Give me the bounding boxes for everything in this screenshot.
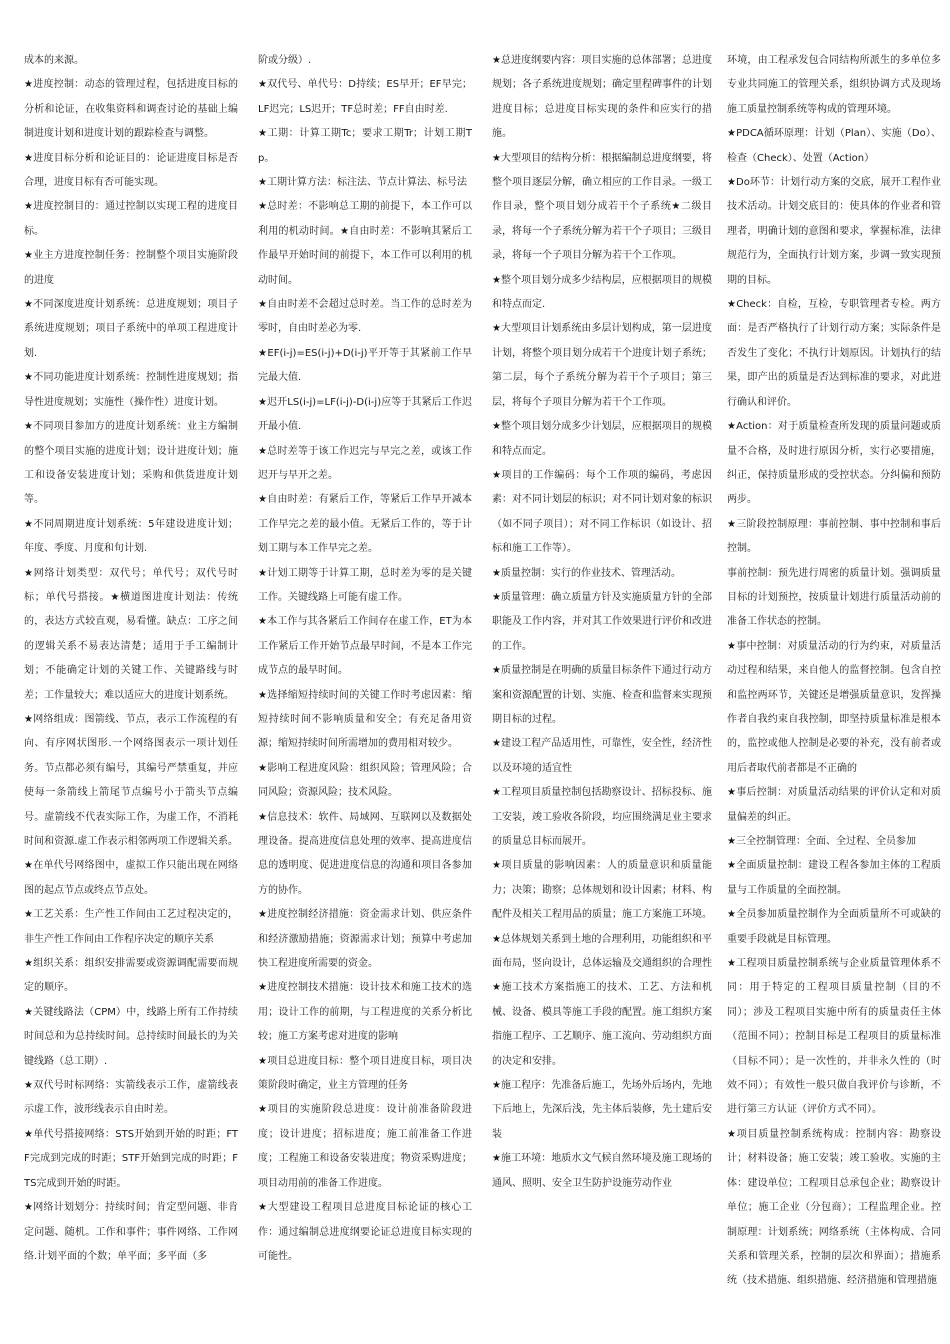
paragraph: ★大型项目计划系统由多层计划构成，第一层进度计划，将整个项目划分成若干个进度计划子系统；第二层，每个子系统分解为若干个子项目；第三层，将每个子项目分解为若干个工作项。 xyxy=(492,323,712,408)
paragraph: ★事中控制：对质量活动的行为约束，对质量活动过程和结果，来自他人的监督控制。包含自控和监控两环节，关键还是增强质量意识，发挥操作者自我约束自我控制，即坚持质量标准是根本的，监控或他人控制是必要的补充，没有前者或用后者取代前者都是不正确的 xyxy=(727,640,941,774)
paragraph: ★双代号时标网络：实箭线表示工作，虚箭线表示虚工作，波形线表示自由时差。 xyxy=(24,1080,238,1116)
paragraph: ★整个项目划分成多少结构层，应根据项目的规模和特点而定. xyxy=(492,274,712,311)
paragraph: ★施工环境：地质水文气候自然环境及施工现场的通风、照明、安全卫生防护设施劳动作业 xyxy=(492,1153,712,1189)
paragraph: ★工期计算方法：标注法、节点计算法、标号法 xyxy=(258,177,467,189)
paragraph: ★Check：自检，互检，专职管理者专检。两方面：是否严格执行了计划行动方案；实际条件是否发生了变化；不执行计划原因。计划执行的结果，即产出的质量是否达到标准的要求，对此进行确认和评价。 xyxy=(727,299,941,408)
paragraph: ★全员参加质量控制作为全面质量所不可或缺的重要手段就是目标管理。 xyxy=(727,909,941,945)
paragraph: ★网络计划划分：持续时间；肯定型问题、非肯定问题、随机。工作和事件；事件网络、工作网络.计划平面的个数；单平面；多平面（多 xyxy=(24,1202,238,1262)
paragraph: ★不同周期进度计划系统：5年建设进度计划；年度、季度、月度和旬计划. xyxy=(24,518,238,555)
paragraph: ★信息技术：软件、局域网、互联网以及数据处理设备。提高进度信息处理的效率、提高进度信息的透明度、促进进度信息的沟通和项目各参加方的协作。 xyxy=(258,811,472,896)
paragraph: ★三阶段控制原理：事前控制、事中控制和事后控制。 xyxy=(727,518,941,555)
paragraph: ★工艺关系：生产性工作间由工艺过程决定的，非生产性工作间由工作程序决定的顺序关系 xyxy=(24,909,238,945)
text-column-4 xyxy=(727,49,941,1294)
paragraph: ★项目总进度目标：整个项目进度目标，项目决策阶段时确定，业主方管理的任务 xyxy=(258,1055,472,1092)
paragraph: 环境，由工程承发包合同结构所派生的多单位多专业共同施工的管理关系，组织协调方式及现场施工质量控制系统等构成的管理环境。 xyxy=(727,55,941,115)
paragraph: ★单代号搭接网络：STS开始到开始的时距；FTF完成到完成的时距；STF开始到完成的时距；FTS完成到开始的时距。 xyxy=(24,1128,238,1189)
paragraph: ★工程项目质量控制系统与企业质量管理体系不同：用于特定的工程项目质量控制（目的不同）；涉及工程项目实施中所有的质量责任主体（范围不同）；控制目标是工程项目的质量标准（目标不同）；是一次性的，并非永久性的（时效不同）；有效性一般只做自我评价与诊断，不进行第三方认证（评价方式不同）。 xyxy=(727,958,941,1116)
paragraph: ★工期：计算工期Tc；要求工期Tr；计划工期Tp。 xyxy=(258,128,472,164)
paragraph: ★建设工程产品适用性，可靠性，安全性，经济性以及环境的适宜性 xyxy=(492,738,712,774)
paragraph: ★本工作与其各紧后工作间存在虚工作，ET为本工作紧后工作开始节点最早时间，不是本工作完成节点的最早时间。 xyxy=(258,616,472,677)
paragraph: 阶或分级）. xyxy=(258,55,312,66)
paragraph: ★进度控制技术措施：设计技术和施工技术的选用；设计工作的前期，与工程进度的关系分析比较；施工方案考虑对进度的影响 xyxy=(258,982,472,1043)
paragraph: ★不同功能进度计划系统：控制性进度规划；指导性进度规划；实施性（操作性）进度计划。 xyxy=(24,372,238,408)
paragraph: ★项目的工作编码：每个工作项的编码，考虑因素：对不同计划层的标识；对不同计划对象的标识（如不同子项目）；对不同工作标识（如设计、招标和施工工作等）。 xyxy=(492,469,712,555)
paragraph: ★PDCA循环原理：计划（Plan）、实施（Do）、检查（Check）、处置（Action） xyxy=(727,128,941,164)
paragraph: ★总时差：不影响总工期的前提下，本工作可以利用的机动时间。★自由时差：不影响其紧后工作最早开始时间的前提下，本工作可以利用的机动时间。 xyxy=(258,201,472,286)
paragraph: ★进度控制：动态的管理过程，包括进度目标的分析和论证，在收集资料和调查讨论的基础上编制进度计划和进度计划的跟踪检查与调整。 xyxy=(24,79,238,140)
paragraph: ★总时差等于该工作迟完与早完之差，或该工作迟开与早开之差。 xyxy=(258,445,472,481)
paragraph: ★总体规划关系到土地的合理利用，功能组织和平面布局，竖向设计，总体运输及交通组织的合理性 xyxy=(492,933,712,970)
paragraph: 事前控制：预先进行周密的质量计划。强调质量目标的计划预控，按质量计划进行质量活动前的准备工作状态的控制。 xyxy=(727,567,941,628)
paragraph: ★项目质量控制系统构成：控制内容：勘察设计；材料设备；施工安装；竣工验收。实施的主体：建设单位；工程项目总承包企业；勘察设计单位；施工企业（分包商）；工程监理企业。控制原理：计划系统；网络系统（主体构成、合同关系和管理关系，控制的层次和界面）；措施系统（技术措施、组织措施、经济措施和管理措施 xyxy=(727,1128,941,1287)
paragraph: ★质量控制：实行的作业技术、管理活动。 xyxy=(492,567,681,579)
paragraph: ★三全控制管理：全面、全过程、全员参加 xyxy=(727,836,916,847)
paragraph: ★业主方进度控制任务：控制整个项目实施阶段的进度 xyxy=(24,250,238,286)
paragraph: ★组织关系：组织安排需要或资源调配需要而规定的顺序。 xyxy=(24,958,238,994)
paragraph: ★影响工程进度风险：组织风险；管理风险；合同风险；资源风险；技术风险。 xyxy=(258,762,472,799)
paragraph: ★进度控制目的：通过控制以实现工程的进度目标。 xyxy=(24,201,238,237)
paragraph: ★Do环节：计划行动方案的交底，展开工程作业技术活动。计划交底目的：使具体的作业者和管理者，明确计划的意图和要求，掌握标准，法律规范行为，全面执行计划方案，步调一致实现预期的目标。 xyxy=(727,177,941,286)
paragraph: ★事后控制：对质量活动结果的评价认定和对质量偏差的纠正。 xyxy=(727,787,941,823)
paragraph: ★不同深度进度计划系统：总进度规划；项目子系统进度规划；项目子系统中的单项工程进度计划. xyxy=(24,299,238,359)
paragraph: ★双代号、单代号：D持续；ES早开；EF早完；LF迟完；LS迟开；TF总时差；FF自由时差. xyxy=(258,79,472,115)
paragraph: ★工程项目质量控制包括勘察设计、招标投标、施工安装，竣工验收各阶段，均应围绕满足业主要求的质量总目标而展开。 xyxy=(492,787,712,847)
paragraph: ★施工程序：先准备后施工，先场外后场内，先地下后地上，先深后浅，先主体后装修，先土建后安装 xyxy=(492,1080,712,1140)
paragraph: ★全面质量控制：建设工程各参加主体的工程质量与工作质量的全面控制。 xyxy=(727,860,941,896)
paragraph: 成本的来源。 xyxy=(24,55,84,66)
paragraph: ★Action：对于质量检查所发现的质量问题或质量不合格，及时进行原因分析，实行必要措施，纠正，保持质量形成的受控状态。分纠偏和预防两步。 xyxy=(727,421,941,506)
paragraph: ★网络组成：图箭线、节点，表示工作流程的有向、有序网状图形.一个网络图表示一项计划任务。节点都必须有编号，其编号严禁重复，并应使每一条箭线上箭尾节点编号小于箭头节点编号。虚箭线不代表实际工作，为虚工作，不消耗时间和资源.虚工作表示相邻两项工作逻辑关系。★在单代号网络图中，虚拟工作只能出现在网络图的起点节点或终点节点处。 xyxy=(24,713,238,896)
paragraph: ★质量控制是在明确的质量目标条件下通过行动方案和资源配置的计划、实施、检查和监督来实现预期目标的过程。 xyxy=(492,665,712,725)
paragraph: ★选择缩短持续时间的关键工作时考虑因素：缩短持续时间不影响质量和安全；有充足备用资源；缩短持续时间所需增加的费用相对较少。 xyxy=(258,689,472,750)
paragraph: ★进度目标分析和论证目的：论证进度目标是否合理，进度目标有否可能实现。 xyxy=(24,152,238,189)
paragraph: ★大型项目的结构分析：根据编制总进度纲要，将整个项目逐层分解，确立相应的工作目录。一级工作目录，整个项目划分成若干个子系统★二级目录，将每一个子系统分解为若干个子项目；三级目录，将每一个子项目分解为若干个工作项。 xyxy=(492,152,712,262)
paragraph: ★进度控制经济措施：资金需求计划、供应条件和经济激励措施；资源需求计划；预算中考虑加快工程进度所需要的资金。 xyxy=(258,909,472,970)
paragraph: ★不同项目参加方的进度计划系统：业主方编制的整个项目实施的进度计划；设计进度计划；施工和设备安装进度计划；采购和供货进度计划等。 xyxy=(24,421,238,506)
paragraph: ★项目的实施阶段总进度：设计前准备阶段进度；设计进度；招标进度；施工前准备工作进度；工程施工和设备安装进度；物资采购进度；项目动用前的准备工作进度。 xyxy=(258,1104,472,1189)
text-column-2 xyxy=(258,49,472,1269)
paragraph: ★网络计划类型：双代号；单代号；双代号时标；单代号搭接。★横道图进度计划法：传统的，表达方式较直观，易看懂。缺点：工序之间的逻辑关系不易表达清楚；适用于手工编制计划；不能确定计划的关键工作、关键路线与时差；工作量较大；难以适应大的进度计划系统。 xyxy=(24,567,238,701)
paragraph: ★计划工期等于计算工期，总时差为零的是关键工作。关键线路上可能有虚工作。 xyxy=(258,567,472,603)
paragraph: ★自由时差：有紧后工作，等紧后工作早开减本工作早完之差的最小值。无紧后工作的，等于计划工期与本工作早完之差。 xyxy=(258,494,472,555)
paragraph: ★自由时差不会超过总时差。当工作的总时差为零时，自由时差必为零. xyxy=(258,299,472,335)
text-column-1 xyxy=(24,49,238,1269)
paragraph: ★整个项目划分成多少计划层，应根据项目的规模和特点而定。 xyxy=(492,421,712,457)
paragraph: ★关键线路法（CPM）中，线路上所有工作持续时间总和为总持续时间。总持续时间最长的为关键线路（总工期）. xyxy=(24,1006,238,1067)
text-column-3 xyxy=(492,49,712,1196)
paragraph: ★EF(i-j)=ES(i-j)+D(i-j)平开等于其紧前工作早完最大值. xyxy=(258,347,472,384)
paragraph: ★大型建设工程项目总进度目标论证的核心工作：通过编制总进度纲要论证总进度目标实现的可能性。 xyxy=(258,1202,472,1262)
paragraph: ★质量管理：确立质量方针及实施质量方针的全部职能及工作内容，并对其工作效果进行评价和改进的工作。 xyxy=(492,591,712,652)
paragraph: ★总进度纲要内容：项目实施的总体部署；总进度规划；各子系统进度规划；确定里程碑事件的计划进度目标；总进度目标实现的条件和应实行的措施。 xyxy=(492,55,712,140)
paragraph: ★项目质量的影响因素：人的质量意识和质量能力；决策；勘察；总体规划和设计因素；材料、构配件及相关工程用品的质量；施工方案施工环境。 xyxy=(492,860,712,921)
paragraph: ★迟开LS(i-j)=LF(i-j)-D(i-j)应等于其紧后工作迟开最小值. xyxy=(258,396,472,433)
paragraph: ★施工技术方案指施工的技术、工艺、方法和机械、设备、模具等施工手段的配置。施工组织方案指施工程序、工艺顺序、施工流向、劳动组织方面的决定和安排。 xyxy=(492,982,712,1067)
